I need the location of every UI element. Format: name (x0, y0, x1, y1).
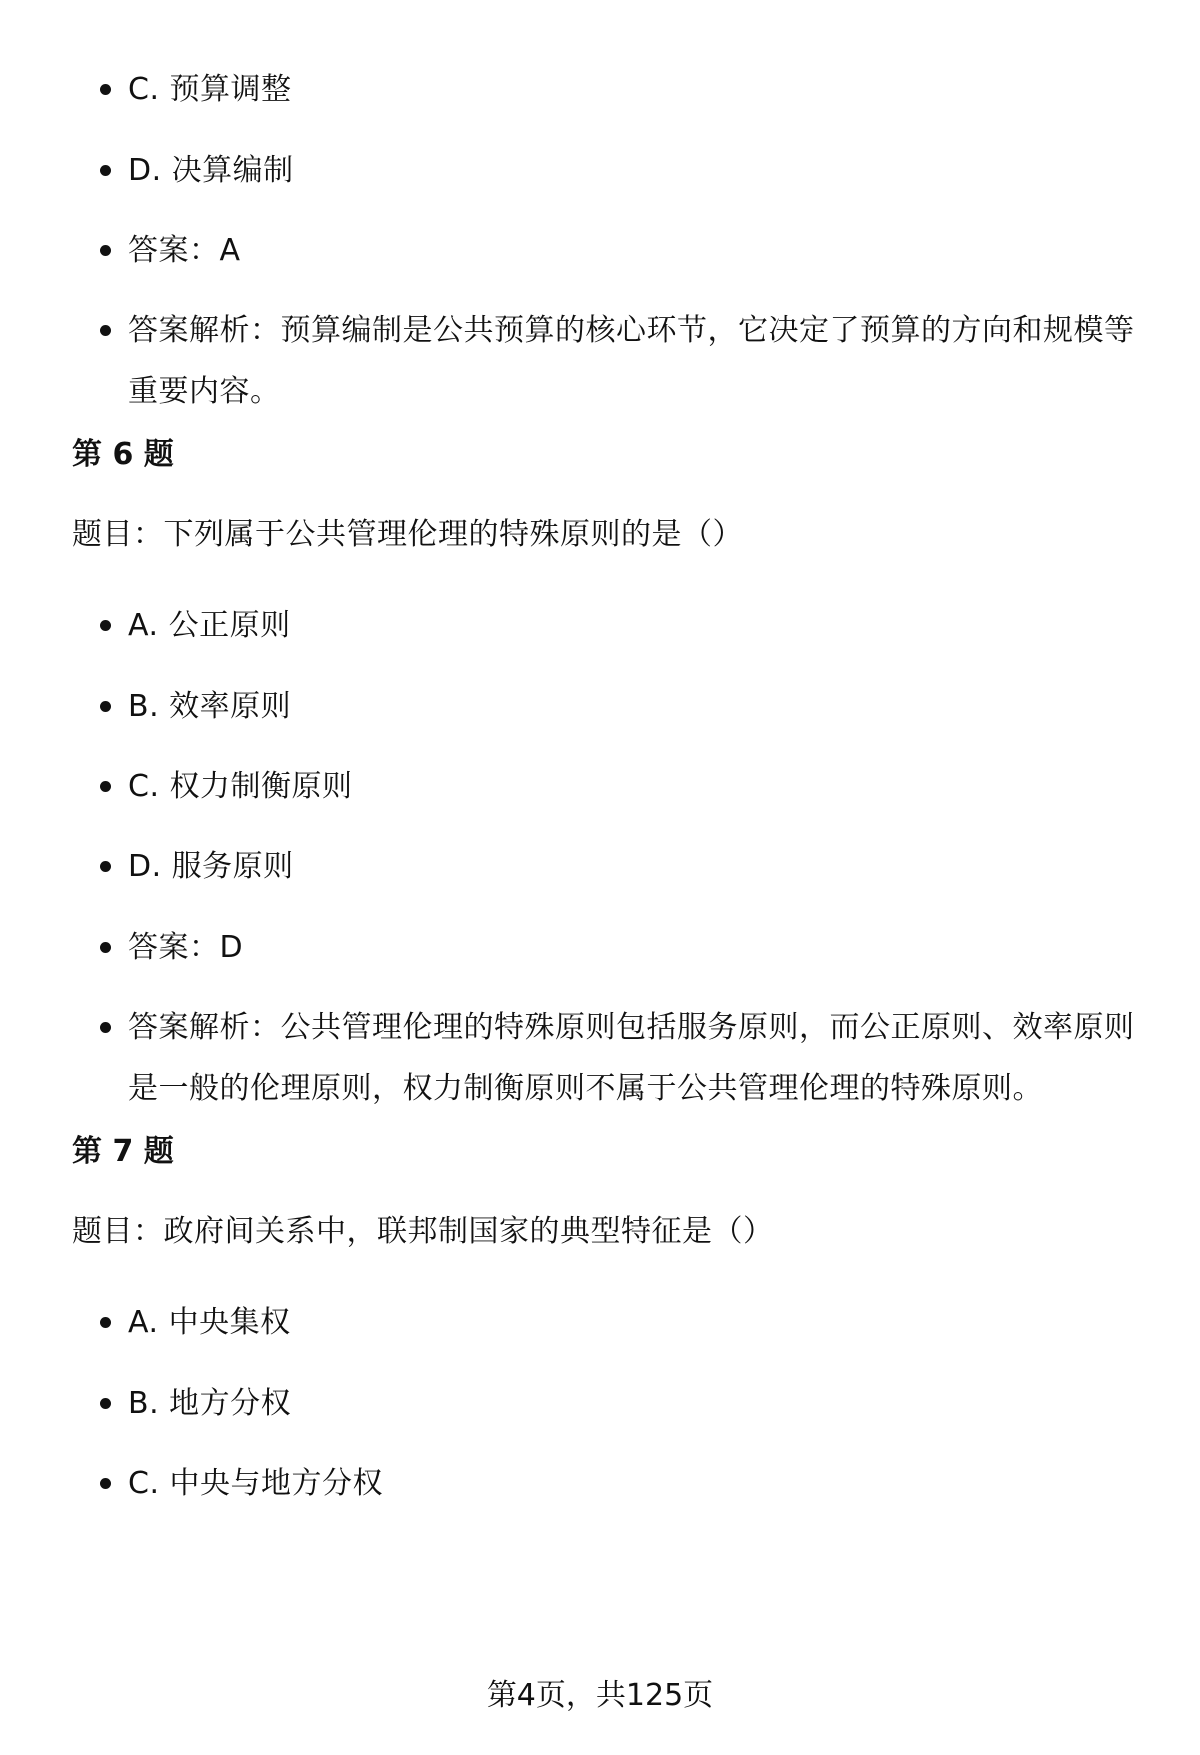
explanation-text: 答案解析：公共管理伦理的特殊原则包括服务原则，而公正原则、效率原则是一般的伦理原则，权力制衡原则不属于公共管理伦理的特殊原则。 (128, 1010, 1135, 1106)
explanation-text: 答案解析：预算编制是公共预算的核心环节，它决定了预算的方向和规模等重要内容。 (128, 313, 1135, 409)
option-text: B. 地方分权 (128, 1386, 292, 1421)
bullet-dot (100, 1317, 111, 1328)
option-d (128, 836, 1148, 897)
answer (128, 917, 1148, 978)
answer-text: 答案：A (128, 233, 241, 268)
option-d (128, 140, 1148, 201)
option-a (128, 595, 1148, 656)
page-number-footer: 第4页，共125页 (486, 1678, 714, 1713)
answer-text: 答案：D (128, 930, 244, 965)
option-c (128, 59, 1148, 120)
bullet-dot (100, 1478, 111, 1489)
answer-explanation (128, 997, 1148, 1119)
option-b (128, 1373, 1148, 1434)
option-b (128, 676, 1148, 737)
option-text: D. 决算编制 (128, 153, 294, 188)
option-text: A. 中央集权 (128, 1305, 291, 1340)
option-text: C. 预算调整 (128, 72, 292, 107)
option-text: C. 中央与地方分权 (128, 1466, 384, 1501)
question-7-stem: 题目：政府间关系中，联邦制国家的典型特征是（） (72, 1214, 774, 1249)
bullet-dot (100, 781, 111, 792)
bullet-dot (100, 701, 111, 712)
option-text: B. 效率原则 (128, 689, 292, 724)
question-6-stem: 题目：下列属于公共管理伦理的特殊原则的是（） (72, 517, 743, 552)
bullet-dot (100, 861, 111, 872)
answer (128, 220, 1148, 281)
bullet-dot (100, 620, 111, 631)
option-a (128, 1292, 1148, 1353)
answer-explanation (128, 300, 1148, 422)
bullet-dot (100, 165, 111, 176)
option-c (128, 756, 1148, 817)
option-text: D. 服务原则 (128, 849, 294, 884)
bullet-dot (100, 245, 111, 256)
option-text: C. 权力制衡原则 (128, 769, 353, 804)
option-text: A. 公正原则 (128, 608, 291, 643)
bullet-dot (100, 1398, 111, 1409)
question-6-heading: 第 6 题 (72, 437, 174, 472)
option-c (128, 1453, 1148, 1514)
bullet-dot (100, 1022, 111, 1033)
bullet-dot (100, 942, 111, 953)
question-7-heading: 第 7 题 (72, 1134, 174, 1169)
bullet-dot (100, 84, 111, 95)
bullet-dot (100, 325, 111, 336)
